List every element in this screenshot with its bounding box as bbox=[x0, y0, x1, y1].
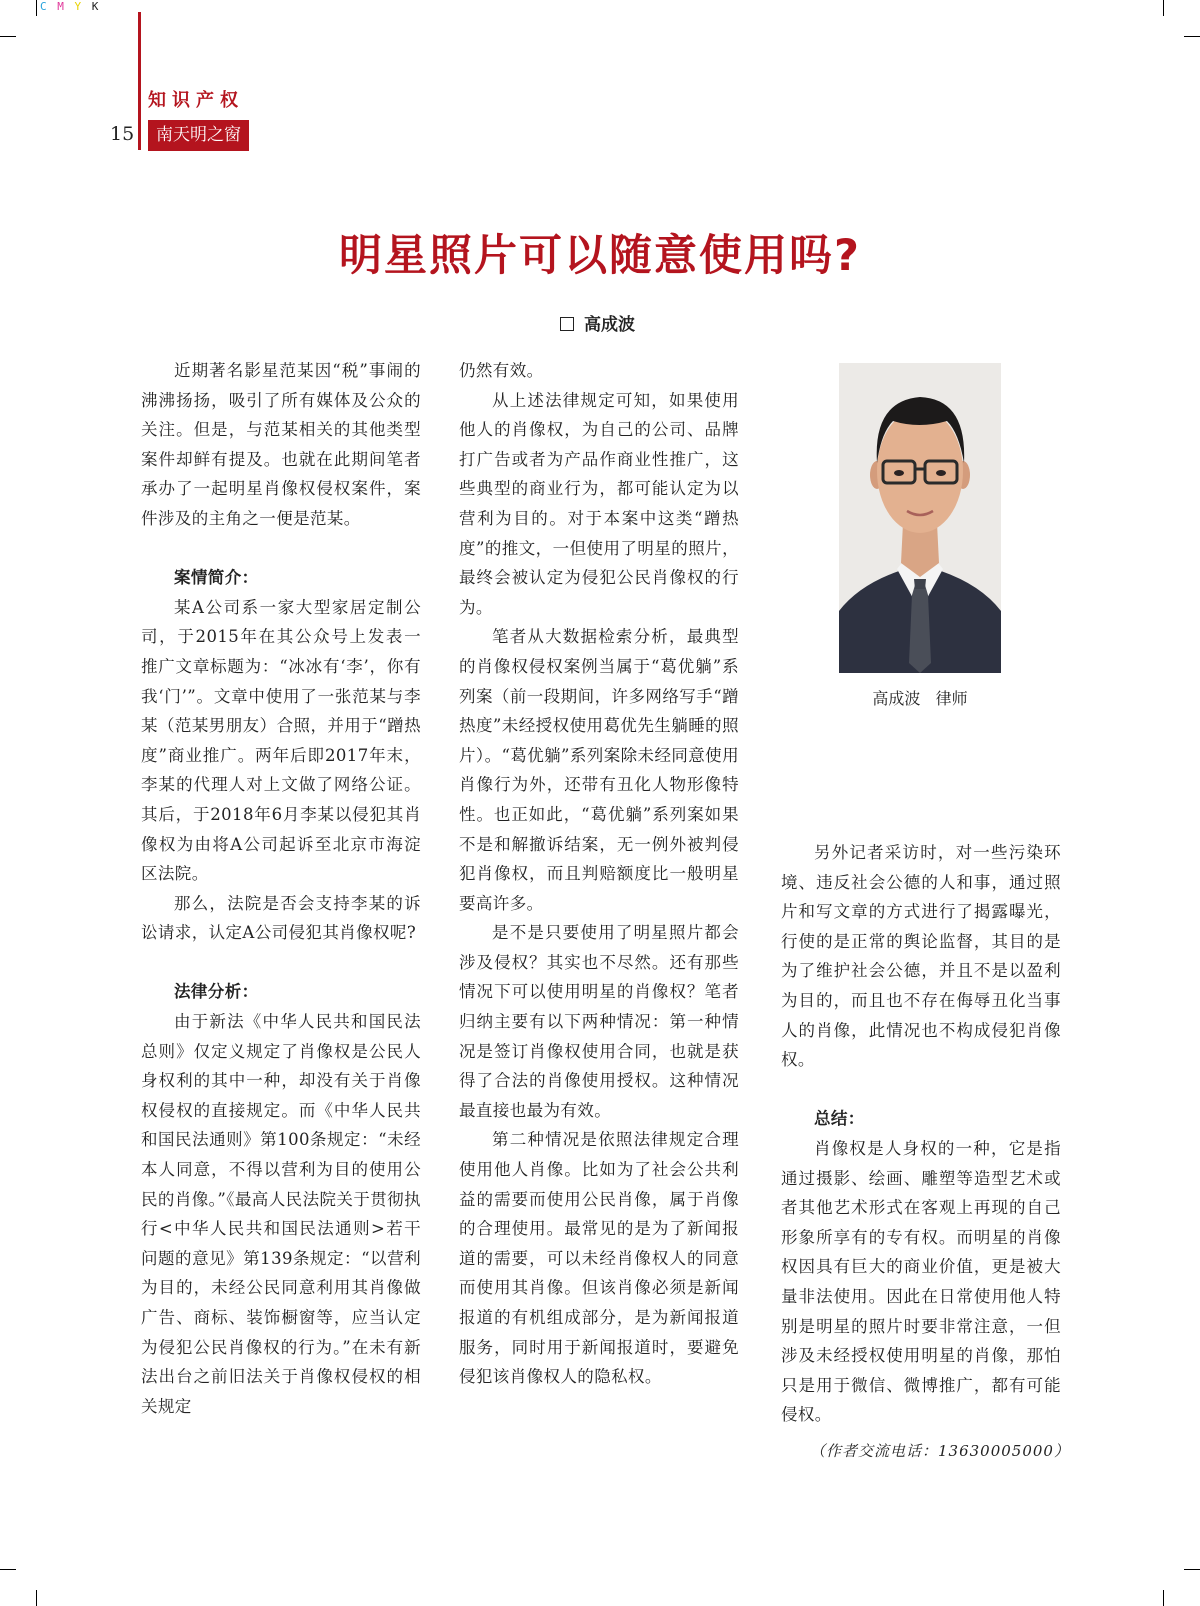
crop-mark bbox=[1184, 36, 1200, 37]
paragraph: 某A公司系一家大型家居定制公司，于2015年在其公众号上发表一推广文章标题为：“冰冰有‘李’，你有我‘门’”。文章中使用了一张范某与李某（范某男朋友）合照，并用于“蹭热度”商业推广。两年后即2017年末，李某的代理人对上文做了网络公证。其后，于2018年6月李某以侵犯其肖像权为由将A公司起诉至北京市海淀区法院。 bbox=[141, 597, 421, 884]
paragraph: 是不是只要使用了明星照片都会涉及侵权？其实也不尽然。还有那些情况下可以使用明星的肖像权？笔者归纳主要有以下两种情况：第一种情况是签订肖像权使用合同，也就是获得了合法的肖像使用授权。这种情况最直接也最为有效。 bbox=[459, 923, 739, 1120]
paragraph: 那么，法院是否会支持李某的诉讼请求，认定A公司侵犯其肖像权呢? bbox=[141, 893, 421, 943]
article-title: 明星照片可以随意使用吗? bbox=[339, 231, 861, 281]
paragraph: 另外记者采访时，对一些污染环境、违反社会公德的人和事，通过照片和写文章的方式进行了揭露曝光，行使的是正常的舆论监督，其目的是为了维护社会公德，并且不是以盈利为目的，而且也不存在侮辱丑化当事人的肖像，此情况也不构成侵犯肖像权。 bbox=[781, 843, 1061, 1070]
cmyk-k: K bbox=[91, 0, 101, 13]
crop-mark bbox=[0, 1569, 16, 1570]
crop-mark bbox=[36, 0, 37, 16]
page-number: 15 bbox=[110, 123, 135, 145]
paragraph: 近期著名影星范某因“税”事闹的沸沸扬扬，吸引了所有媒体及公众的关注。但是，与范某相关的其他类型案件却鲜有提及。也就在此期间笔者承办了一起明星肖像权侵权案件，案件涉及的主角之一便是范某。 bbox=[141, 361, 421, 528]
crop-mark bbox=[36, 1590, 37, 1606]
column-3 bbox=[781, 838, 1061, 1430]
author-name: 高成波 bbox=[584, 315, 635, 335]
column-name-badge: 南天明之窗 bbox=[148, 120, 249, 151]
subheading-case: 案情简介： bbox=[174, 568, 259, 588]
paragraph: 肖像权是人身权的一种，它是指通过摄影、绘画、雕塑等造型艺术或者其他艺术形式在客观上再现的自己形象所享有的专有权。而明星的肖像权因具有巨大的商业价值，更是被大量非法使用。因此在日常使用他人特别是明星的照片时要非常注意，一但涉及未经授权使用明星的肖像，那怕只是用于微信、微博推广，都有可能侵权。 bbox=[781, 1138, 1061, 1425]
column-1 bbox=[141, 356, 421, 1421]
subheading-analysis: 法律分析： bbox=[174, 982, 259, 1002]
subheading-summary: 总结： bbox=[814, 1109, 865, 1129]
byline bbox=[560, 310, 635, 335]
column-2 bbox=[459, 356, 739, 1392]
crop-mark bbox=[0, 36, 16, 37]
paragraph: 笔者从大数据检索分析，最典型的肖像权侵权案例当属于“葛优躺”系列案（前一段期间，许多网络写手“蹭热度”未经授权使用葛优先生躺睡的照片）。“葛优躺”系列案除未经同意使用肖像行为外，还带有丑化人物形像特性。也正如此，“葛优躺”系列案如果不是和解撤诉结案，无一例外被判侵犯肖像权，而且判赔额度比一般明星要高许多。 bbox=[459, 627, 739, 913]
paragraph: 第二种情况是依照法律规定合理使用他人肖像。比如为了社会公共利益的需要而使用公民肖像，属于肖像的合理使用。最常见的是为了新闻报道的需要，可以未经肖像权人的同意而使用其肖像。但该肖像必须是新闻报道的有机组成部分，是为新闻报道服务，同时用于新闻报道时，要避免侵犯该肖像权人的隐私权。 bbox=[459, 1130, 739, 1387]
crop-mark bbox=[1163, 0, 1164, 16]
portrait-caption: 高成波 律师 bbox=[872, 689, 968, 708]
crop-mark bbox=[1163, 1590, 1164, 1606]
paragraph: 从上述法律规定可知，如果使用他人的肖像权，为自己的公司、品牌打广告或者为产品作商业性推广，这些典型的商业行为，都可能认定为以营利为目的。对于本案中这类“蹭热度”的推文，一但使用了明星的照片，最终会被认定为侵犯公民肖像权的行为。 bbox=[459, 390, 739, 617]
cmyk-marks bbox=[40, 0, 100, 13]
section-title: 知识产权 bbox=[148, 90, 244, 111]
paragraph: 仍然有效。 bbox=[459, 361, 544, 380]
portrait-image bbox=[839, 363, 1001, 673]
cmyk-y: Y bbox=[74, 0, 84, 13]
author-portrait bbox=[839, 363, 1001, 673]
cmyk-c: C bbox=[40, 0, 49, 13]
paragraph: 由于新法《中华人民共和国民法总则》仅定义规定了肖像权是公民人身权利的其中一种，却没有关于肖像权侵权的直接规定。而《中华人民共和国民法通则》第100条规定：“未经本人同意，不得以营利为目的使用公民的肖像。”《最高人民法院关于贯彻执行<中华人民共和国民法通则>若干问题的意见》第139条规定：“以营利为目的，未经公民同意利用其肖像做广告、商标、装饰橱窗等，应当认定为侵犯公民肖像权的行为。”在未有新法出台之前旧法关于肖像权侵权的相关规定 bbox=[141, 1012, 421, 1416]
cmyk-m: M bbox=[57, 0, 66, 13]
header-rule bbox=[138, 12, 141, 150]
crop-mark bbox=[1184, 1569, 1200, 1570]
author-contact: （作者交流电话：13630005000） bbox=[810, 1442, 1070, 1460]
square-icon bbox=[560, 317, 574, 331]
